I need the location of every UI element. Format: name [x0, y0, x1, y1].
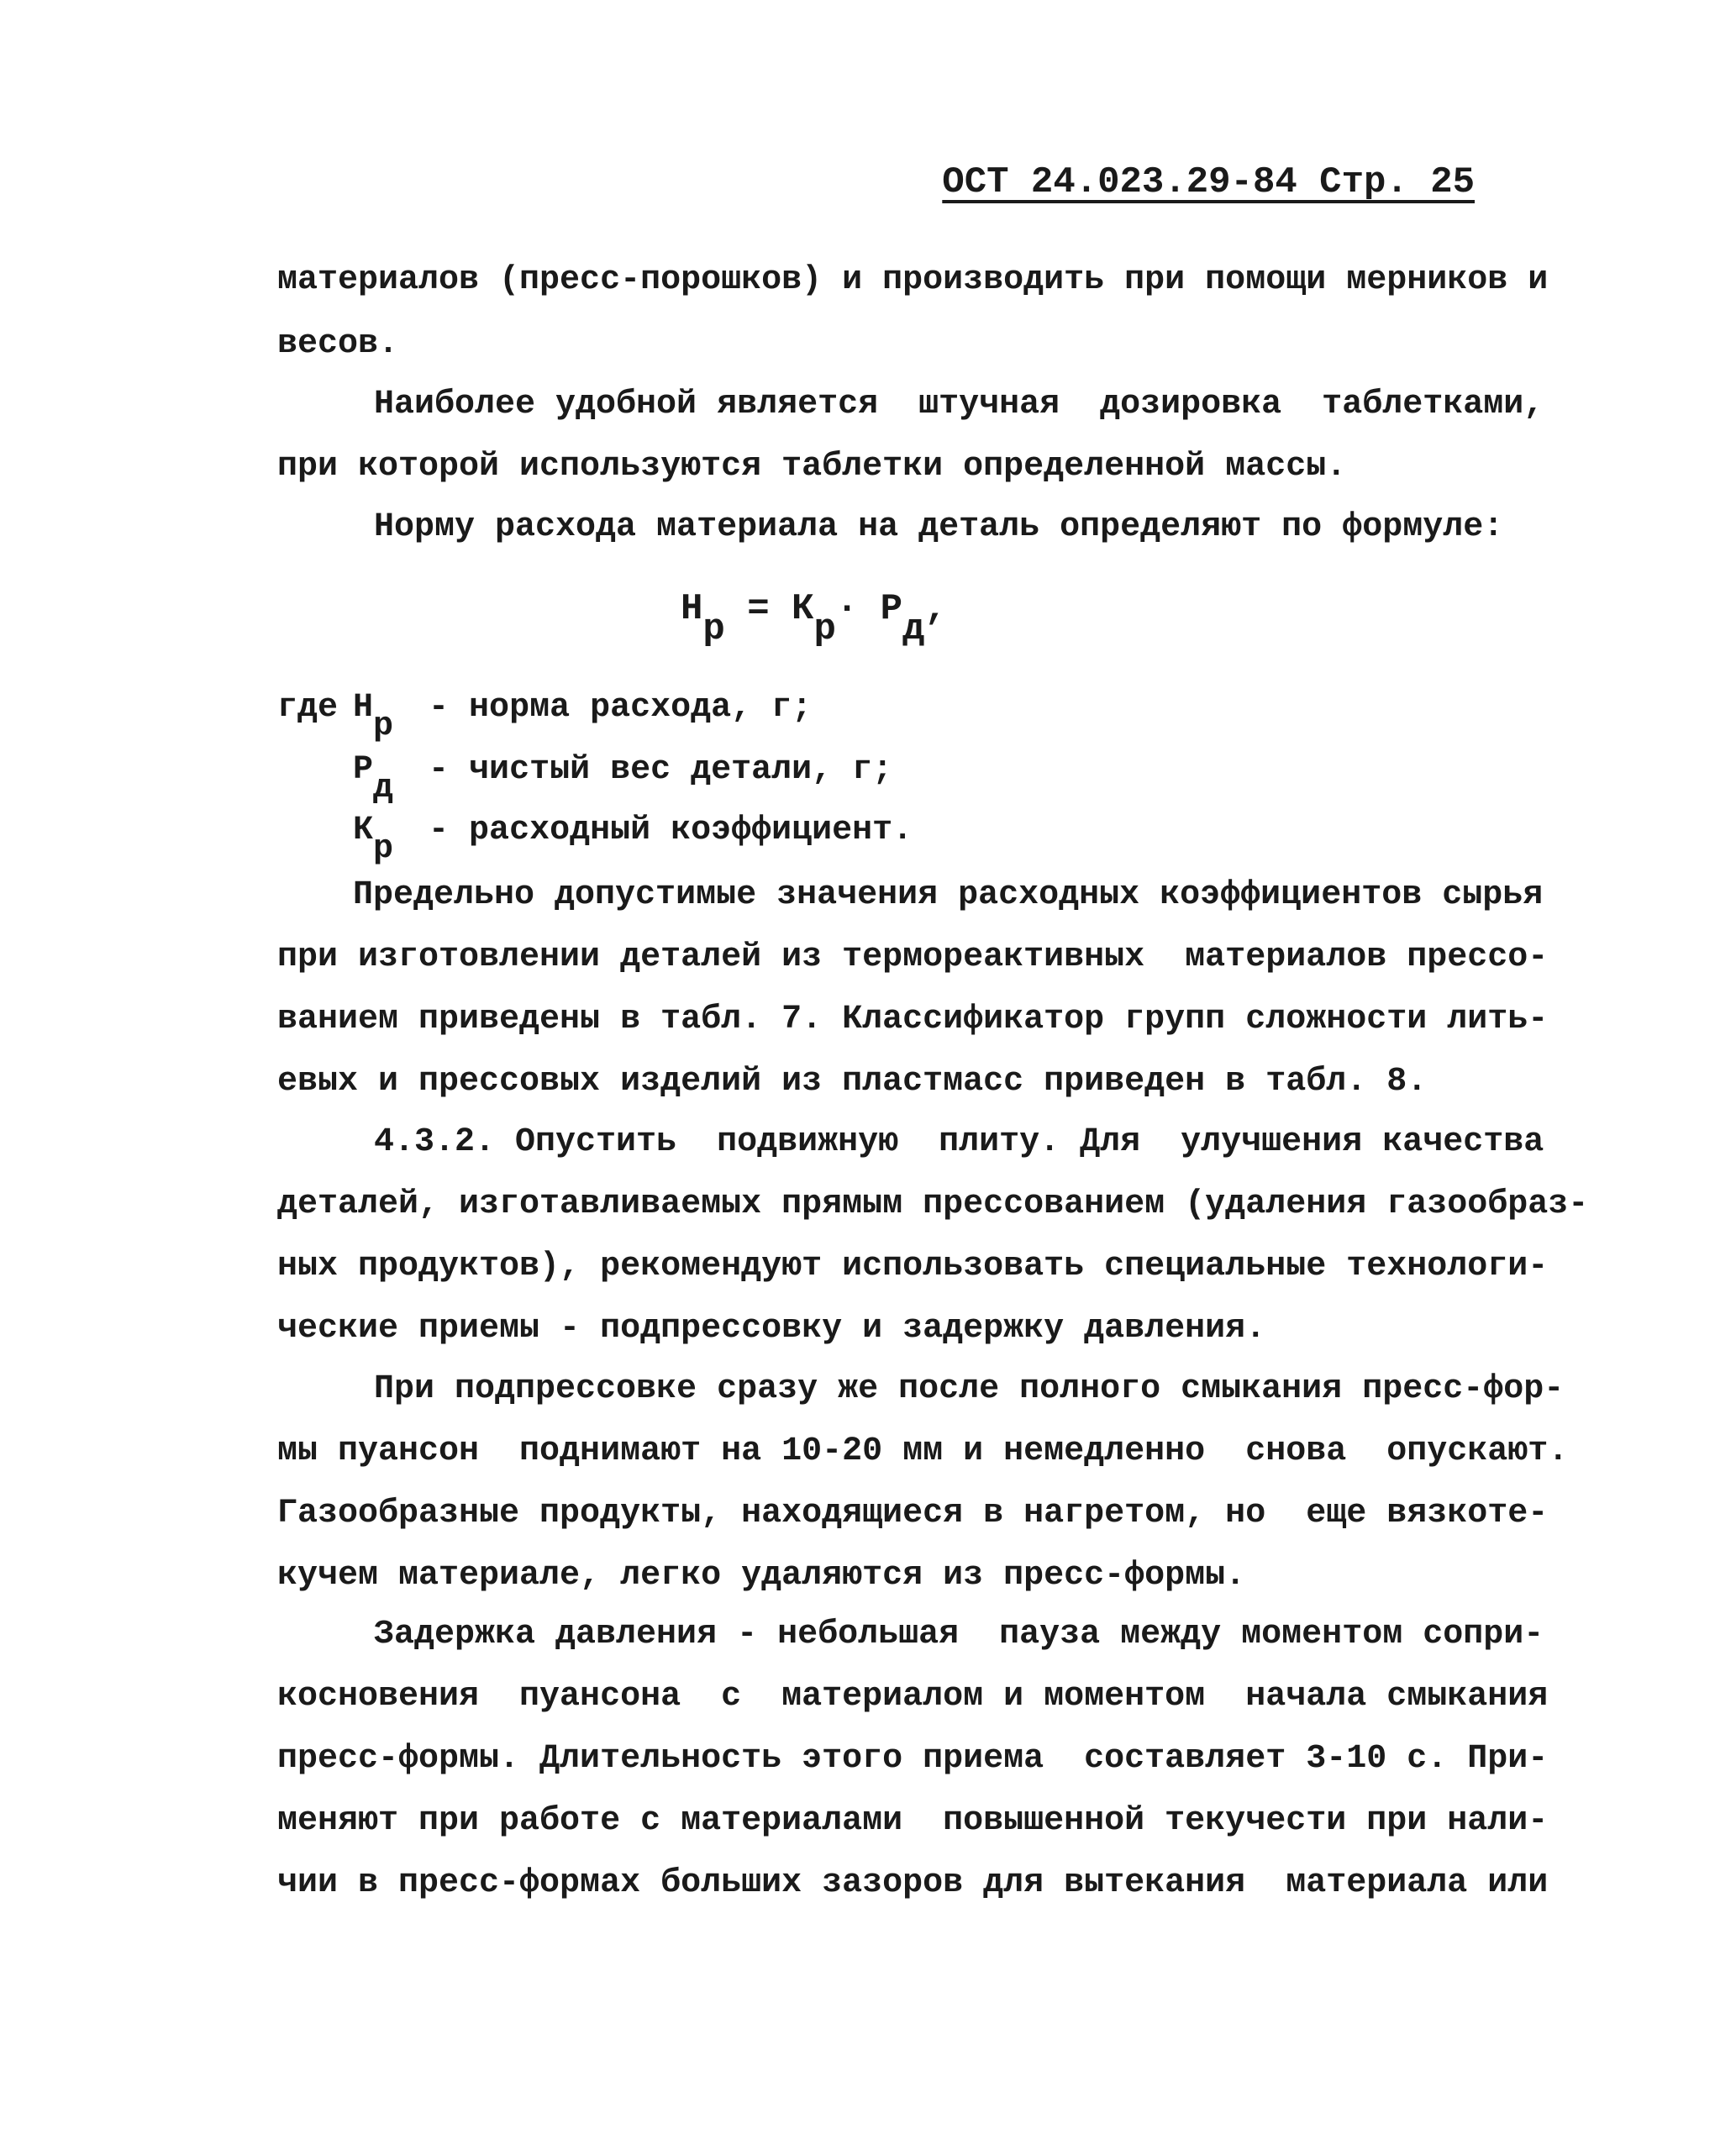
para6-line-3: Газообразные продукты, находящиеся в нагретом, но еще вязкоте- [277, 1495, 1549, 1532]
para7-line-2: косновения пуансона с материалом и моментом начала смыкания [277, 1678, 1549, 1716]
para7-line-5: чии в пресс-формах больших зазоров для вытекания материала или [277, 1864, 1549, 1902]
para2-line-2: при которой используются таблетки определенной массы. [277, 448, 1347, 486]
para7-line-1: Задержка давления - небольшая пауза между моментом сопри- [374, 1616, 1544, 1653]
para5-line-3: ных продуктов), рекомендуют использовать специальные технологи- [277, 1248, 1549, 1285]
para1-line-1: материалов (пресс-порошков) и производить при помощи мерников и [277, 261, 1549, 299]
para5-line-4: ческие приемы - подпрессовку и задержку давления. [277, 1310, 1266, 1348]
formula [681, 588, 947, 650]
para5-line-1: 4.3.2. Опустить подвижную плиту. Для улучшения качества [374, 1123, 1544, 1161]
para4-line-2: при изготовлении деталей из термореактивных материалов прессо- [277, 938, 1549, 976]
definitions-intro: где [277, 689, 339, 727]
para7-line-3: пресс-формы. Длительность этого приема составляет 3-10 с. При- [277, 1740, 1549, 1778]
para7-line-4: меняют при работе с материалами повышенной текучести при нали- [277, 1802, 1549, 1840]
formula-lhs: Н [681, 588, 703, 630]
para2-line-1: Наиболее удобной является штучная дозировка таблетками, [374, 386, 1544, 423]
definition-symbol: К [353, 812, 374, 849]
definition-row-3 [353, 812, 913, 868]
document-header: ОСТ 24.023.29-84 Стр. 25 [942, 161, 1475, 203]
definition-text: - чистый вес детали, г; [429, 751, 893, 789]
definition-symbol: Р [353, 751, 374, 789]
para6-line-4: кучем материале, легко удаляются из пресс-формы. [277, 1557, 1246, 1595]
definition-text: - расходный коэффициент. [429, 812, 913, 849]
formula-p-sub: д [902, 608, 925, 650]
para6-line-1: При подпрессовке сразу же после полного смыкания пресс-фор- [374, 1370, 1565, 1408]
formula-lhs-sub: р [702, 608, 725, 650]
para4-line-1: Предельно допустимые значения расходных коэффициентов сырья [353, 876, 1544, 914]
formula-dot: · [835, 588, 881, 630]
formula-comma: , [924, 588, 947, 630]
definition-symbol: Н [353, 689, 374, 727]
para3-line-1: Норму расхода материала на деталь определяют по формуле: [374, 508, 1504, 546]
formula-p: Р [880, 588, 903, 630]
definition-symbol-sub: р [373, 707, 394, 745]
definition-row-1 [353, 689, 812, 745]
formula-equals: = [724, 588, 792, 630]
para6-line-2: мы пуансон поднимают на 10-20 мм и немедленно снова опускают. [277, 1432, 1569, 1470]
definition-text: - норма расхода, г; [429, 689, 813, 727]
definition-symbol-sub: д [373, 770, 394, 807]
formula-k-sub: р [813, 608, 836, 650]
para4-line-3: ванием приведены в табл. 7. Классификатор групп сложности лить- [277, 1001, 1549, 1038]
para5-line-2: деталей, изготавливаемых прямым прессованием (удаления газообраз- [277, 1185, 1589, 1223]
definition-row-2 [353, 751, 892, 807]
definition-symbol-sub: р [373, 830, 394, 868]
formula-k: К [792, 588, 814, 630]
para1-line-2: весов. [277, 325, 399, 363]
para4-line-4: евых и прессовых изделий из пластмасс приведен в табл. 8. [277, 1063, 1428, 1101]
